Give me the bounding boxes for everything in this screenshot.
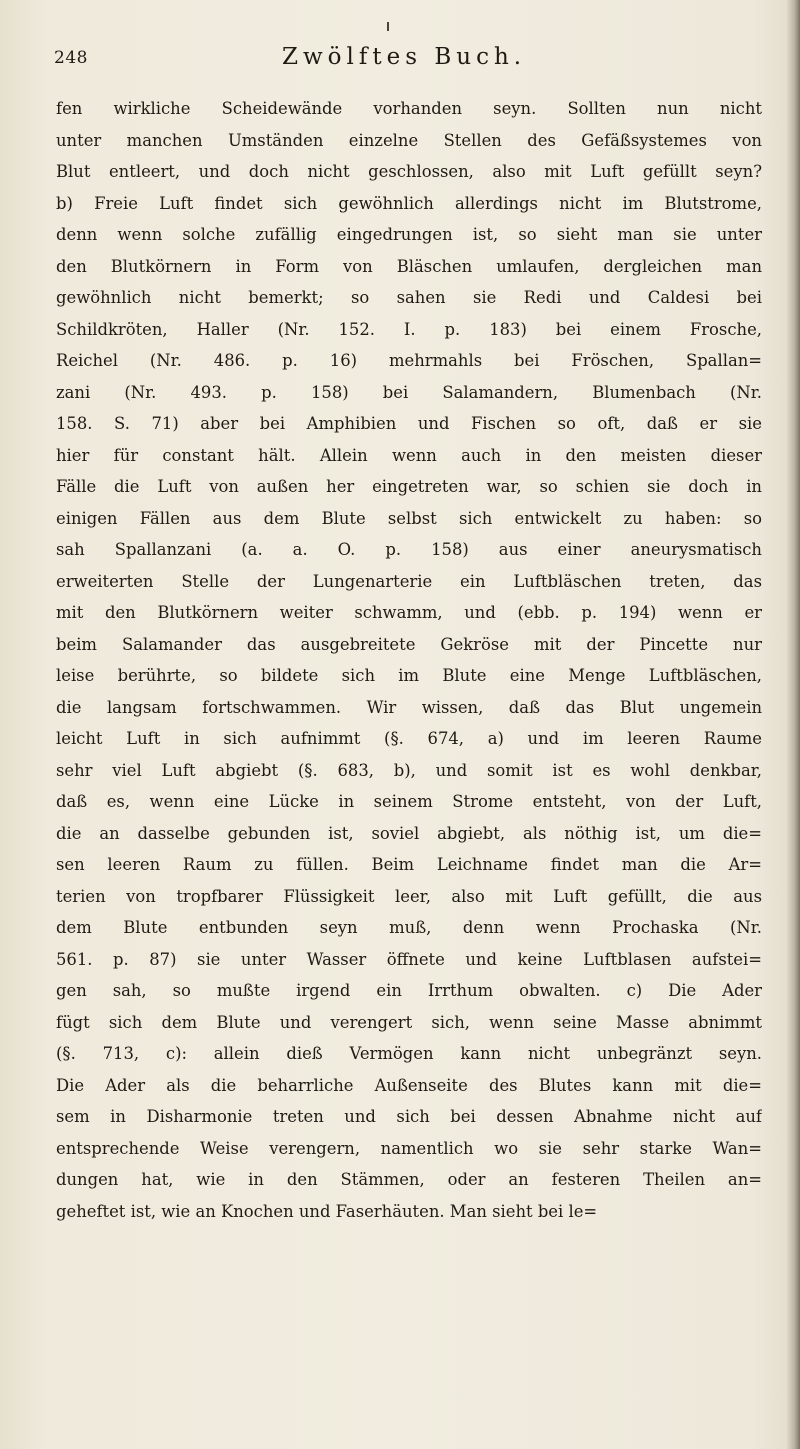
text-line: Blut entleert, und doch nicht geschlossen, also mit Luft gefüllt seyn? [56, 162, 762, 181]
text-line: sem in Disharmonie treten und sich bei dessen Abnahme nicht auf [56, 1107, 762, 1126]
text-line: gewöhnlich nicht bemerkt; so sahen sie Redi und Caldesi bei [56, 288, 762, 307]
page-header [54, 44, 754, 74]
text-line: die langsam fortschwammen. Wir wissen, daß das Blut ungemein [56, 697, 762, 717]
text-line: denn wenn solche zufällig eingedrungen ist, so sieht man sie unter [56, 225, 762, 244]
text-line: den Blutkörnern in Form von Bläschen umlaufen, dergleichen man [56, 256, 762, 276]
text-line: 158. S. 71) aber bei Amphibien und Fischen so oft, daß er sie [56, 414, 762, 433]
text-line: dungen hat, wie in den Stämmen, oder an festeren Theilen an= [56, 1170, 762, 1189]
text-line: Schildkröten, Haller (Nr. 152. I. p. 183) bei einem Frosche, [56, 319, 762, 339]
text-line: gen sah, so mußte irgend ein Irrthum obwalten. c) Die Ader [56, 981, 762, 1000]
body-text [56, 93, 762, 1227]
text-line: hier für constant hält. Allein wenn auch in den meisten dieser [56, 445, 762, 465]
text-line: Fälle die Luft von außen her eingetreten war, so schien sie doch in [56, 477, 762, 496]
page-edge-shadow [786, 0, 800, 1449]
text-line: die an dasselbe gebunden ist, soviel abgiebt, als nöthig ist, um die= [56, 823, 762, 843]
text-line: mit den Blutkörnern weiter schwamm, und (ebb. p. 194) wenn er [56, 603, 762, 622]
text-line: (§. 713, c): allein dieß Vermögen kann nicht unbegränzt seyn. [56, 1044, 762, 1063]
text-line: leise berührte, so bildete sich im Blute eine Menge Luftbläschen, [56, 666, 762, 685]
text-line: einigen Fällen aus dem Blute selbst sich entwickelt zu haben: so [56, 508, 762, 528]
text-line: sehr viel Luft abgiebt (§. 683, b), und somit ist es wohl denkbar, [56, 760, 762, 780]
text-line: dem Blute entbunden seyn muß, denn wenn Prochaska (Nr. [56, 918, 762, 937]
text-line: b) Freie Luft findet sich gewöhnlich allerdings nicht im Blutstrome, [56, 193, 762, 213]
text-line: daß es, wenn eine Lücke in seinem Strome entsteht, von der Luft, [56, 792, 762, 811]
running-head: Zwölftes Buch. [282, 44, 527, 70]
text-line: sah Spallanzani (a. a. O. p. 158) aus einer aneurysmatisch [56, 540, 762, 559]
text-line: geheftet ist, wie an Knochen und Faserhäuten. Man sieht bei le= [56, 1201, 598, 1221]
page-number: 248 [54, 48, 88, 68]
text-line: beim Salamander das ausgebreitete Gekröse mit der Pincette nur [56, 634, 762, 654]
text-line: erweiterten Stelle der Lungenarterie ein Luftbläschen treten, das [56, 571, 762, 591]
text-line: 561. p. 87) sie unter Wasser öffnete und keine Luftblasen aufstei= [56, 949, 762, 969]
text-line: fügt sich dem Blute und verengert sich, wenn seine Masse abnimmt [56, 1012, 762, 1032]
text-line: Die Ader als die beharrliche Außenseite des Blutes kann mit die= [56, 1075, 762, 1095]
text-line: Reichel (Nr. 486. p. 16) mehrmahls bei Fröschen, Spallan= [56, 351, 762, 370]
text-line: unter manchen Umständen einzelne Stellen des Gefäßsystemes von [56, 130, 762, 150]
text-line: entsprechende Weise verengern, namentlich wo sie sehr starke Wan= [56, 1138, 762, 1158]
text-line: sen leeren Raum zu füllen. Beim Leichname findet man die Ar= [56, 855, 762, 874]
text-line: zani (Nr. 493. p. 158) bei Salamandern, Blumenbach (Nr. [56, 382, 762, 402]
text-line: terien von tropfbarer Flüssigkeit leer, also mit Luft gefüllt, die aus [56, 886, 762, 906]
text-line: fen wirkliche Scheidewände vorhanden seyn. Sollten nun nicht [56, 99, 762, 118]
print-mark [387, 22, 389, 31]
text-line: leicht Luft in sich aufnimmt (§. 674, a) und im leeren Raume [56, 729, 762, 748]
